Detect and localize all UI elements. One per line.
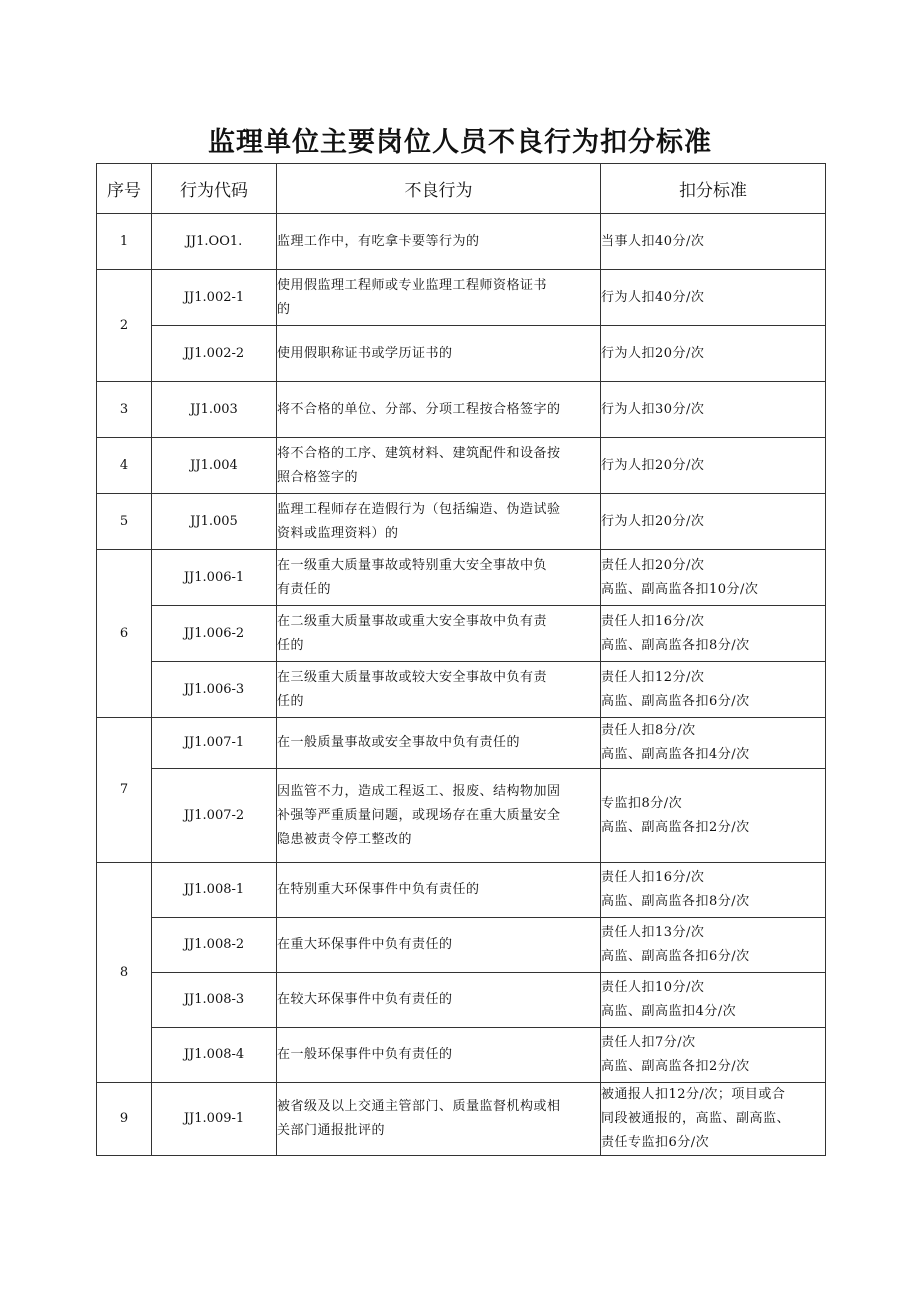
deduction-cell: 被通报人扣12分/次；项目或合 同段被通报的，高监、副高监、 责任专监扣6分/次 — [601, 1083, 826, 1156]
deduction-cell: 行为人扣20分/次 — [601, 438, 826, 494]
table-row — [97, 863, 826, 918]
deduction-cell: 责任人扣7分/次 高监、副高监各扣2分/次 — [601, 1028, 826, 1083]
code-cell: JJ1.002-2 — [152, 326, 277, 382]
deduction-standards-table — [96, 163, 826, 1156]
page-title: 监理单位主要岗位人员不良行为扣分标准 — [208, 127, 712, 158]
deduction-cell: 责任人扣16分/次 高监、副高监各扣8分/次 — [601, 863, 826, 918]
deduction-cell: 专监扣8分/次 高监、副高监各扣2分/次 — [601, 769, 826, 863]
deduction-cell: 责任人扣13分/次 高监、副高监各扣6分/次 — [601, 918, 826, 973]
table-row — [97, 973, 826, 1028]
header-code: 行为代码 — [152, 164, 277, 214]
behavior-cell: 在特别重大环保事件中负有责任的 — [277, 863, 601, 918]
table-row — [97, 438, 826, 494]
behavior-cell: 被省级及以上交通主管部门、质量监督机构或相 关部门通报批评的 — [277, 1083, 601, 1156]
code-cell: JJ1.006-1 — [152, 550, 277, 606]
table-row — [97, 662, 826, 718]
deduction-cell: 责任人扣10分/次 高监、副高监扣4分/次 — [601, 973, 826, 1028]
behavior-cell: 使用假职称证书或学历证书的 — [277, 326, 601, 382]
header-behavior: 不良行为 — [277, 164, 601, 214]
deduction-cell: 责任人扣12分/次 高监、副高监各扣6分/次 — [601, 662, 826, 718]
header-deduction: 扣分标准 — [601, 164, 826, 214]
table-row — [97, 606, 826, 662]
code-cell: JJ1.002-1 — [152, 270, 277, 326]
behavior-cell: 在较大环保事件中负有责任的 — [277, 973, 601, 1028]
table-row — [97, 382, 826, 438]
seq-cell: 1 — [97, 214, 152, 270]
code-cell: JJ1.008-4 — [152, 1028, 277, 1083]
code-cell: JJ1.006-2 — [152, 606, 277, 662]
behavior-cell: 在重大环保事件中负有责任的 — [277, 918, 601, 973]
header-seq: 序号 — [97, 164, 152, 214]
deduction-cell: 责任人扣20分/次 高监、副高监各扣10分/次 — [601, 550, 826, 606]
code-cell: JJ1.008-3 — [152, 973, 277, 1028]
behavior-cell: 将不合格的单位、分部、分项工程按合格签字的 — [277, 382, 601, 438]
deduction-cell: 行为人扣30分/次 — [601, 382, 826, 438]
table-row — [97, 769, 826, 863]
seq-cell: 6 — [97, 550, 152, 718]
seq-cell: 7 — [97, 718, 152, 863]
behavior-cell: 在一般环保事件中负有责任的 — [277, 1028, 601, 1083]
behavior-cell: 因监管不力，造成工程返工、报废、结构物加固 补强等严重质量问题，或现场存在重大质量安全 隐患被责令停工整改的 — [277, 769, 601, 863]
table-row — [97, 214, 826, 270]
code-cell: JJ1.007-2 — [152, 769, 277, 863]
deduction-cell: 当事人扣40分/次 — [601, 214, 826, 270]
table-row — [97, 550, 826, 606]
table-row — [97, 494, 826, 550]
behavior-cell: 在一般质量事故或安全事故中负有责任的 — [277, 718, 601, 769]
table-row — [97, 1083, 826, 1156]
behavior-cell: 在二级重大质量事故或重大安全事故中负有责 任的 — [277, 606, 601, 662]
code-cell: JJ1.004 — [152, 438, 277, 494]
behavior-cell: 监理工程师存在造假行为（包括编造、伪造试验 资料或监理资料）的 — [277, 494, 601, 550]
seq-cell: 9 — [97, 1083, 152, 1156]
table-row — [97, 918, 826, 973]
deduction-cell: 行为人扣20分/次 — [601, 494, 826, 550]
table-row — [97, 718, 826, 769]
code-cell: JJ1.007-1 — [152, 718, 277, 769]
code-cell: JJ1.009-1 — [152, 1083, 277, 1156]
table-header-row — [97, 164, 826, 214]
behavior-cell: 在一级重大质量事故或特别重大安全事故中负 有责任的 — [277, 550, 601, 606]
seq-cell: 2 — [97, 270, 152, 382]
code-cell: JJ1.005 — [152, 494, 277, 550]
table-row — [97, 270, 826, 326]
deduction-cell: 行为人扣20分/次 — [601, 326, 826, 382]
table-row — [97, 326, 826, 382]
behavior-cell: 使用假监理工程师或专业监理工程师资格证书 的 — [277, 270, 601, 326]
deduction-cell: 责任人扣16分/次 高监、副高监各扣8分/次 — [601, 606, 826, 662]
seq-cell: 8 — [97, 863, 152, 1083]
seq-cell: 4 — [97, 438, 152, 494]
behavior-cell: 监理工作中，有吃拿卡要等行为的 — [277, 214, 601, 270]
code-cell: JJ1.008-1 — [152, 863, 277, 918]
behavior-cell: 在三级重大质量事故或较大安全事故中负有责 任的 — [277, 662, 601, 718]
seq-cell: 3 — [97, 382, 152, 438]
seq-cell: 5 — [97, 494, 152, 550]
code-cell: JJ1.OO1. — [152, 214, 277, 270]
table-row — [97, 1028, 826, 1083]
code-cell: JJ1.008-2 — [152, 918, 277, 973]
code-cell: JJ1.006-3 — [152, 662, 277, 718]
behavior-cell: 将不合格的工序、建筑材料、建筑配件和设备按 照合格签字的 — [277, 438, 601, 494]
deduction-cell: 行为人扣40分/次 — [601, 270, 826, 326]
code-cell: JJ1.003 — [152, 382, 277, 438]
deduction-cell: 责任人扣8分/次 高监、副高监各扣4分/次 — [601, 718, 826, 769]
